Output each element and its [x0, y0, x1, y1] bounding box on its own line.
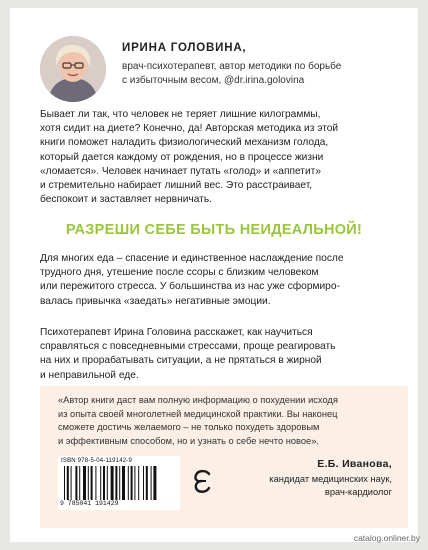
text-line: на них и прорабатывать ситуации, а не прятаться в жирной	[40, 355, 322, 367]
third-paragraph	[40, 326, 400, 383]
review-quote	[58, 394, 398, 448]
isbn-text: ISBN 978-5-04-119142-9	[61, 458, 132, 464]
text-line: Психотерапевт Ирина Головина расскажет, как научиться	[40, 327, 313, 338]
text-line: Для многих еда – спасение и единственное наслаждение после	[40, 253, 344, 264]
text-line: беспокоит и заставляет нервничать.	[40, 194, 212, 206]
text-line: хотя сидит на диете? Конечно, да! Авторская методика из этой	[40, 123, 339, 135]
slogan-heading: РАЗРЕШИ СЕБЕ БЫТЬ НЕИДЕАЛЬНОЙ!	[65, 222, 363, 238]
text-line: который дается каждому от рождения, но в процессе жизни	[40, 151, 324, 163]
reviewer-name: Е.Б. Иванова,	[317, 458, 392, 470]
text-line: и неправильной еде.	[40, 369, 139, 381]
barcode-number: 9 785041 191429	[60, 500, 119, 507]
quote-line: из опыта своей многолетней медицинской практики. Вы наконец	[58, 408, 338, 419]
author-block	[40, 36, 400, 102]
author-bio-line: с избыточным весом, @dr.irina.golovina	[122, 75, 305, 86]
author-name: ИРИНА ГОЛОВИНА,	[122, 42, 247, 54]
reviewer-title: кандидат медицинских наук,	[269, 474, 392, 484]
author-bio	[122, 60, 392, 88]
barcode-bars	[62, 466, 176, 500]
review-box	[40, 386, 408, 528]
quote-line: сможете достичь желаемого – не только похудеть здоровым	[58, 422, 320, 432]
quote-line: и эффективным способом, но и узнать о себе нечто новое».	[58, 435, 319, 446]
text-line: и стремительно набирает лишний вес. Это расстраивает,	[40, 180, 313, 192]
watermark: catalog.onliner.by	[353, 533, 420, 543]
reviewer-specialty: врач-кардиолог	[324, 487, 392, 497]
intro-paragraph	[40, 108, 400, 207]
text-line: Бывает ли так, что человек не теряет лишние килограммы,	[40, 109, 321, 120]
text-line: валась привычка «заедать» негативные эмоции.	[40, 295, 271, 307]
back-cover	[10, 8, 418, 542]
text-line: трудного дня, утешение после ссоры с близким человеком	[40, 267, 319, 279]
author-photo	[40, 36, 106, 102]
text-line: или пережитого стресса. У большинства из нас уже сформиро-	[40, 281, 340, 293]
author-bio-line: врач-психотерапевт, автор методики по борьбе	[122, 61, 342, 72]
quote-line: «Автор книги даст вам полную информацию о похудении исходя	[58, 395, 338, 405]
second-paragraph	[40, 252, 400, 309]
text-line: книги поможет наладить физиологический механизм голода,	[40, 137, 329, 149]
reviewer-signature	[269, 458, 392, 499]
eksmo-logo-icon	[192, 468, 212, 494]
text-line: «ломается». Человек начинает путать «голод» и «аппетит»	[40, 165, 321, 177]
text-line: справляться с повседневными стрессами, проще реагировать	[40, 341, 336, 353]
isbn-barcode	[58, 456, 180, 510]
